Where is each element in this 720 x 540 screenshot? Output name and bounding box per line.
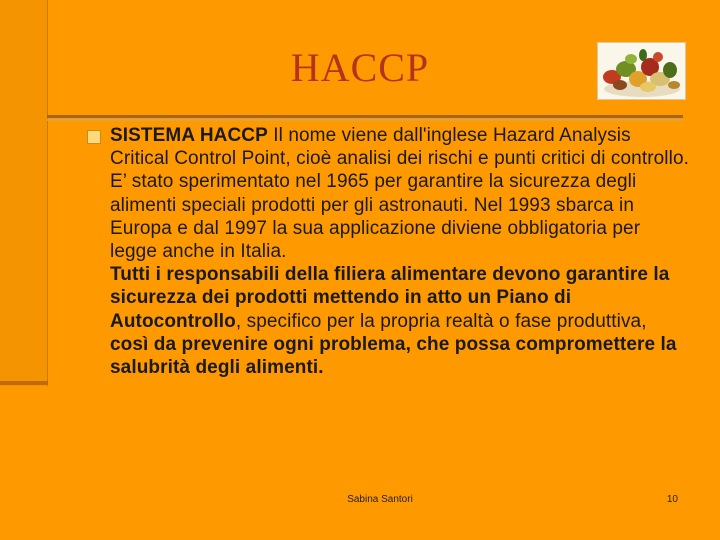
title-divider-highlight bbox=[47, 119, 683, 121]
body-requirement-bold: Tutti i responsabili della filiera alimentare devono garantire la sicurezza dei prodotti mettendo in atto un Piano di Autocontrollo bbox=[110, 264, 670, 332]
vegetables-photo-icon bbox=[597, 42, 686, 100]
body-end: . bbox=[318, 357, 324, 379]
body-goal-bold: così da prevenire ogni problema, che possa compromettere la salubrità degli alimenti bbox=[110, 333, 677, 379]
vegetables-illustration bbox=[598, 43, 685, 99]
left-accent-bar-cap bbox=[0, 381, 48, 385]
body-requirement-text: , specifico per la propria realtà o fase produttiva, bbox=[235, 310, 647, 332]
footer-page-number: 10 bbox=[666, 494, 678, 505]
left-accent-bar bbox=[0, 0, 48, 386]
slide-body bbox=[110, 124, 690, 379]
body-intro-text: Il nome viene dall'inglese Hazard Analysis Critical Control Point, cioè analisi dei rischi e punti critici di controllo. E’ stato sperimentato nel 1965 per garantire la sicurezza degli alimenti speciali prodotti per gli astronauti. Nel 1993 sbarca in Europa e dal 1997 la sua applicazione diviene obbligatoria per legge anche in Italia. bbox=[110, 125, 689, 263]
footer-author: Sabina Santori bbox=[347, 494, 413, 505]
title-divider bbox=[47, 115, 683, 118]
body-heading: SISTEMA HACCP bbox=[110, 125, 268, 146]
slide-title: HACCP bbox=[290, 45, 430, 90]
bullet-marker bbox=[87, 130, 101, 144]
